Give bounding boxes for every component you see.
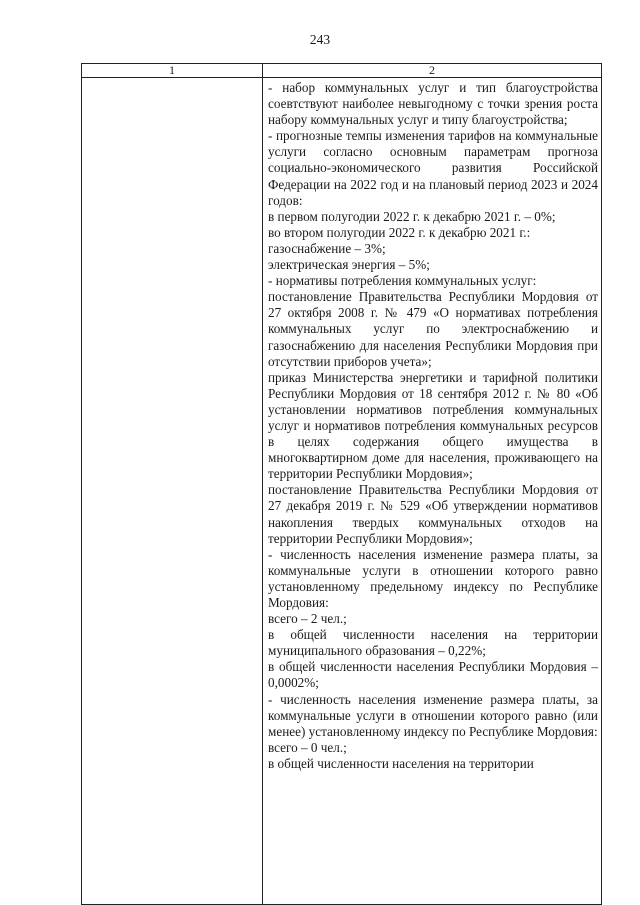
column-2-cell (263, 78, 602, 905)
paragraph: постановление Правительства Республики Мордовия от 27 октября 2008 г. № 479 «О нормативах потребления коммунальных услуг по электроснабжению и газоснабжению для населения Республики Мордовия при отсутствии приборов учета»; (268, 289, 598, 369)
paragraph: в первом полугодии 2022 г. к декабрю 2021 г. – 0%; (268, 208, 556, 224)
paragraph: во втором полугодии 2022 г. к декабрю 2021 г.: (268, 224, 531, 240)
paragraph: газоснабжение – 3%; (268, 240, 386, 256)
column-header-2: 2 (263, 64, 602, 78)
table-header-row (82, 64, 602, 78)
paragraph: всего – 2 чел.; (268, 611, 347, 627)
paragraph: в общей численности населения Республики Мордовия – 0,0002%; (268, 659, 598, 691)
document-table (81, 63, 602, 905)
paragraph: постановление Правительства Республики Мордовия от 27 декабря 2019 г. № 529 «Об утверждении нормативов накопления твердых коммунальных отходов на территории Республики Мордовия»; (268, 482, 598, 546)
paragraph: - прогнозные темпы изменения тарифов на коммунальные услуги согласно основным параметрам прогноза социально-экономического развития Российской Федерации на 2022 год и на плановый период 2023 и 2024 годов: (268, 128, 598, 208)
paragraph: - численность населения изменение размера платы, за коммунальные услуги в отношении которого равно (или менее) установленному индексу по Республике Мордовия: (268, 691, 598, 739)
column-header-1: 1 (82, 64, 263, 78)
paragraph: - набор коммунальных услуг и тип благоустройства соевтствуют наиболее невыгодному с точки зрения роста набору коммунальных услуг и типу благоустройства; (268, 80, 598, 128)
paragraph: - численность населения изменение размера платы, за коммунальные услуги в отношении которого равно установленному предельному индексу по Республике Мордовия: (268, 546, 598, 610)
paragraph: электрическая энергия – 5%; (268, 257, 430, 273)
paragraph: в общей численности населения на территории (268, 755, 534, 771)
column-1-cell (82, 78, 263, 905)
paragraph: приказ Министерства энергетики и тарифной политики Республики Мордовия от 18 сентября 2012 г. № 80 «Об установлении нормативов потребления коммунальных услуг и нормативов потребления коммунальных ресурсов в целях содержания общего имущества в многоквартирном доме для населения, проживающего на территории Республики Мордовия»; (268, 369, 598, 482)
page-number: 243 (309, 32, 331, 47)
paragraph: - нормативы потребления коммунальных услуг: (268, 273, 537, 289)
paragraph: всего – 0 чел.; (268, 739, 347, 755)
table-row (82, 78, 602, 905)
paragraph: в общей численности населения на территории муниципального образования – 0,22%; (268, 627, 598, 659)
